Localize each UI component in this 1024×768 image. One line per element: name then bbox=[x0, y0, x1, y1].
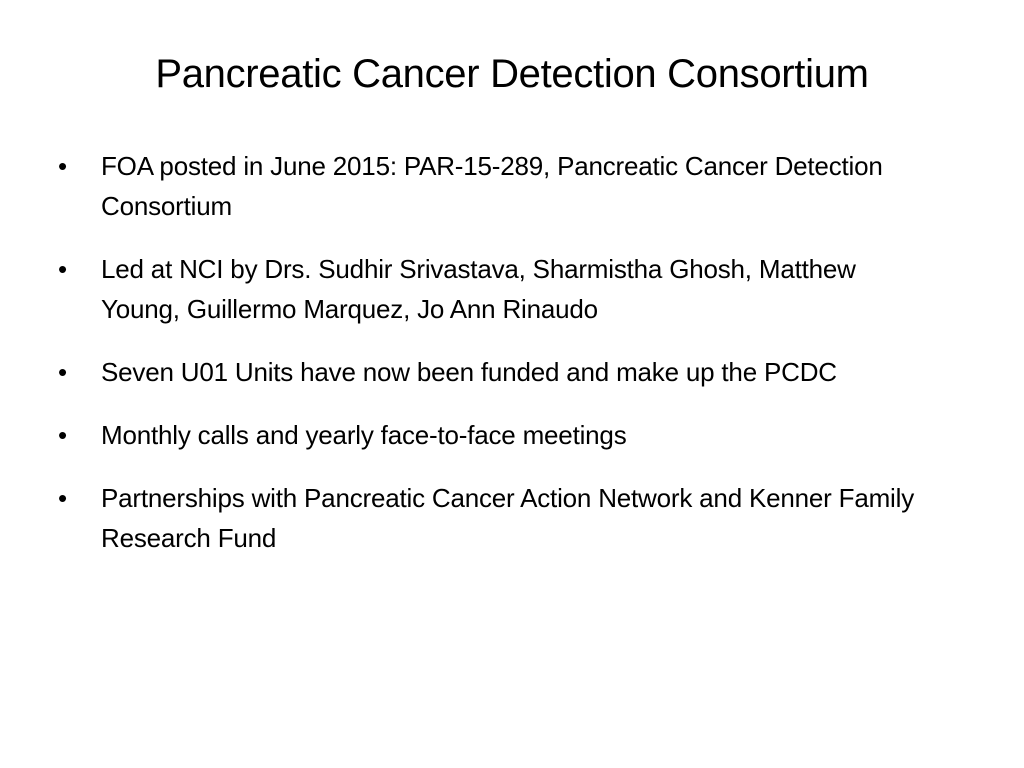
bullet-icon: • bbox=[58, 151, 67, 181]
bullet-text: Led at NCI by Drs. Sudhir Srivastava, Sharmistha Ghosh, Matthew Young, Guillermo Marquez, Jo Ann Rinaudo bbox=[101, 254, 856, 324]
bullet-icon: • bbox=[58, 254, 67, 284]
bullet-item-meetings bbox=[58, 415, 928, 455]
bullet-icon: • bbox=[58, 483, 67, 513]
bullet-text: Partnerships with Pancreatic Cancer Action Network and Kenner Family Research Fund bbox=[101, 483, 914, 553]
bullet-item-foa bbox=[58, 146, 928, 226]
bullet-icon: • bbox=[58, 420, 67, 450]
bullet-list bbox=[58, 146, 928, 581]
bullet-item-partnerships bbox=[58, 478, 928, 558]
bullet-item-leads bbox=[58, 249, 928, 329]
slide-title: Pancreatic Cancer Detection Consortium bbox=[155, 52, 869, 96]
bullet-text: Seven U01 Units have now been funded and make up the PCDC bbox=[101, 357, 837, 387]
bullet-item-units bbox=[58, 352, 928, 392]
bullet-text: FOA posted in June 2015: PAR-15-289, Pancreatic Cancer Detection Consortium bbox=[101, 151, 883, 221]
bullet-text: Monthly calls and yearly face-to-face meetings bbox=[101, 420, 627, 450]
bullet-icon: • bbox=[58, 357, 67, 387]
